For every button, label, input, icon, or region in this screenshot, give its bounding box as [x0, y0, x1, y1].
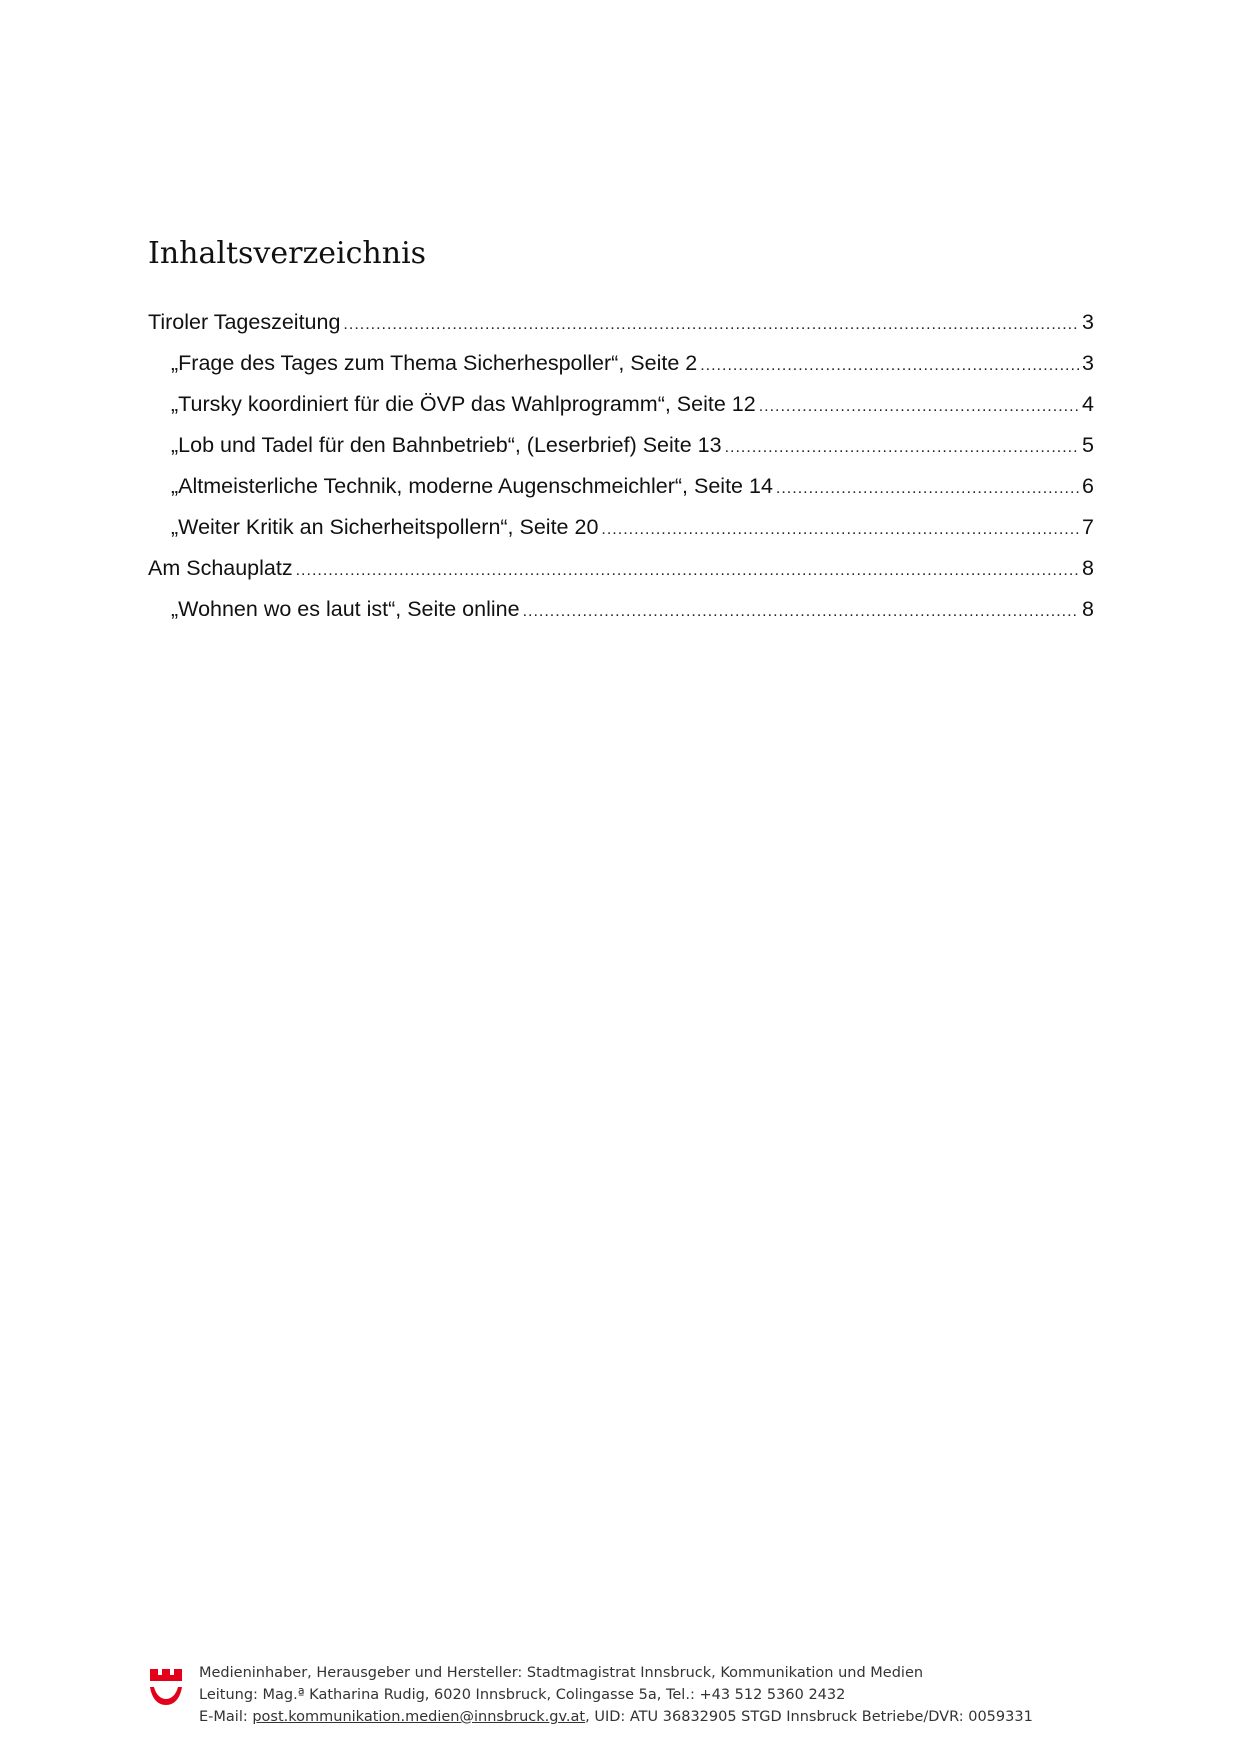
- footer-line-contact: [199, 1706, 1033, 1728]
- footer-imprint: [199, 1662, 1033, 1728]
- toc-entry-page: 5: [1082, 433, 1094, 457]
- toc-leader-dots: [601, 509, 1079, 550]
- toc-leader-dots: [776, 468, 1079, 509]
- toc-entry[interactable]: [148, 466, 1094, 507]
- footer-line-management: Leitung: Mag.ª Katharina Rudig, 6020 Innsbruck, Colingasse 5a, Tel.: +43 512 5360 2432: [199, 1687, 846, 1703]
- toc-title: Inhaltsverzeichnis: [148, 236, 427, 271]
- toc-entry-label: Am Schauplatz: [148, 556, 293, 580]
- toc-entry[interactable]: [148, 425, 1094, 466]
- toc-entry-page: 3: [1082, 351, 1094, 375]
- innsbruck-logo-icon: [150, 1665, 182, 1709]
- toc-entry-page: 3: [1082, 310, 1094, 334]
- toc-entry-label: „Lob und Tadel für den Bahnbetrieb“, (Leserbrief) Seite 13: [171, 433, 722, 457]
- toc-entry-page: 8: [1082, 597, 1094, 621]
- toc-entry[interactable]: [148, 302, 1094, 343]
- table-of-contents: [148, 302, 1094, 630]
- toc-entry[interactable]: [148, 589, 1094, 630]
- toc-entry[interactable]: [148, 343, 1094, 384]
- footer-line-publisher: Medieninhaber, Herausgeber und Hersteller: Stadtmagistrat Innsbruck, Kommunikation und Medien: [199, 1665, 924, 1681]
- toc-entry-page: 8: [1082, 556, 1094, 580]
- toc-leader-dots: [700, 345, 1079, 386]
- toc-entry[interactable]: [148, 384, 1094, 425]
- toc-entry-page: 6: [1082, 474, 1094, 498]
- toc-entry-label: „Altmeisterliche Technik, moderne Augenschmeichler“, Seite 14: [171, 474, 773, 498]
- toc-entry-page: 7: [1082, 515, 1094, 539]
- toc-entry-label: „Wohnen wo es laut ist“, Seite online: [171, 597, 520, 621]
- toc-entry[interactable]: [148, 507, 1094, 548]
- footer-email-prefix: E-Mail:: [199, 1709, 253, 1725]
- toc-entry-page: 4: [1082, 392, 1094, 416]
- toc-leader-dots: [725, 427, 1079, 468]
- toc-leader-dots: [759, 386, 1079, 427]
- footer-uid: , UID: ATU 36832905 STGD Innsbruck Betriebe/DVR: 0059331: [585, 1709, 1033, 1725]
- toc-entry[interactable]: [148, 548, 1094, 589]
- toc-entry-label: „Tursky koordiniert für die ÖVP das Wahlprogramm“, Seite 12: [171, 392, 756, 416]
- footer-email-link[interactable]: post.kommunikation.medien@innsbruck.gv.at: [252, 1709, 586, 1725]
- toc-leader-dots: [343, 304, 1079, 345]
- toc-leader-dots: [523, 591, 1079, 632]
- toc-leader-dots: [296, 550, 1079, 591]
- page-footer: [150, 1662, 1090, 1728]
- toc-entry-label: Tiroler Tageszeitung: [148, 310, 341, 334]
- toc-entry-label: „Frage des Tages zum Thema Sicherhespoller“, Seite 2: [171, 351, 698, 375]
- toc-entry-label: „Weiter Kritik an Sicherheitspollern“, Seite 20: [171, 515, 599, 539]
